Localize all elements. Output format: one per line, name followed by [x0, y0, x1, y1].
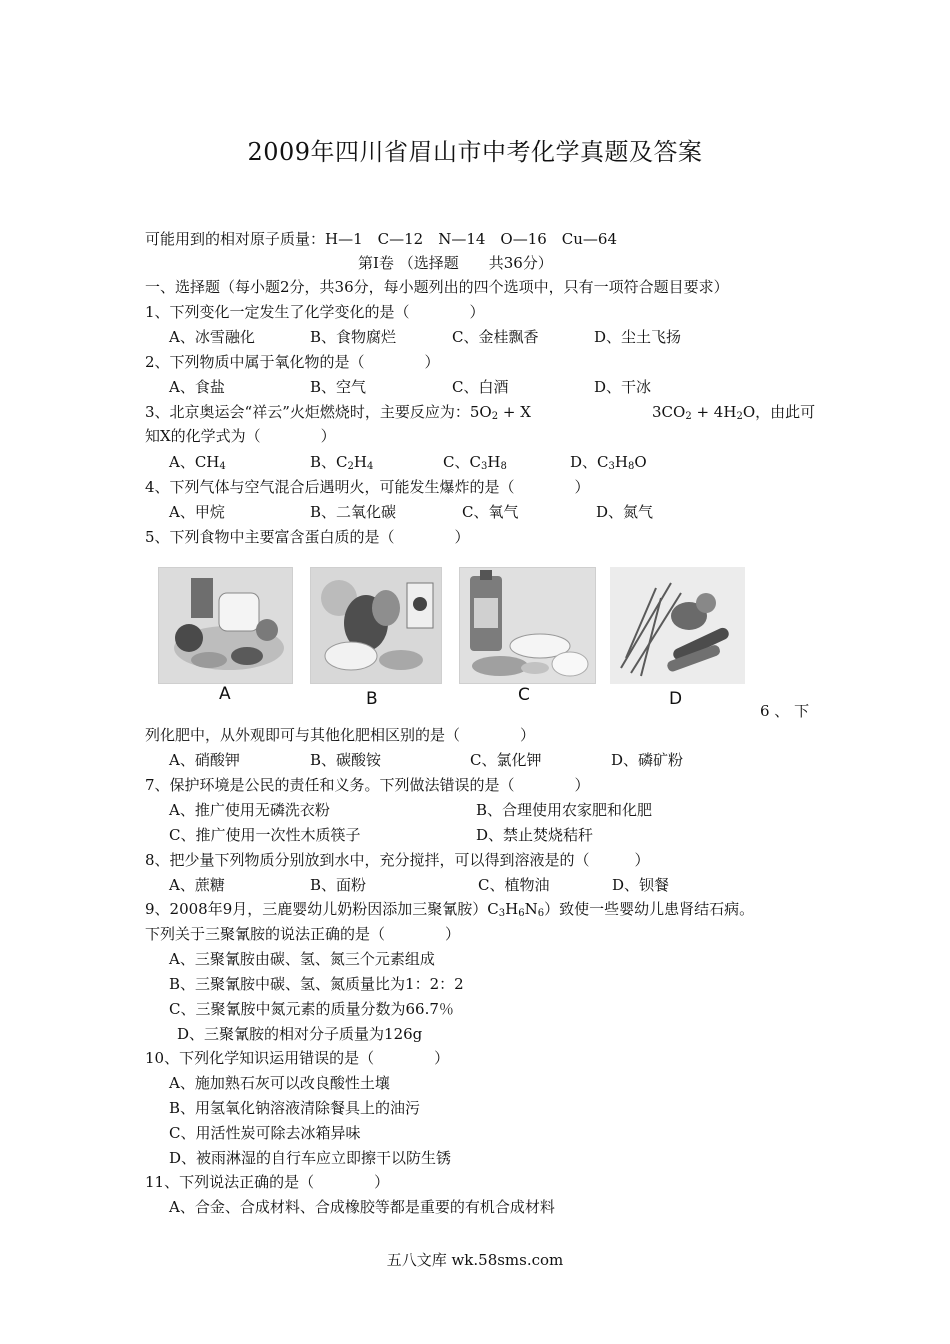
question-1-option-b: B、食物腐烂	[310, 328, 397, 346]
question-3-option-c: C、$C_3H_8$	[443, 453, 507, 472]
question-4-option-b: B、二氧化碳	[310, 503, 397, 521]
question-1-option-d: D、尘土飞扬	[594, 328, 682, 346]
question-2-option-c: C、白酒	[452, 378, 509, 396]
question-11-option-a: A、合金、合成材料、合成橡胶等都是重要的有机合成材料	[169, 1198, 555, 1216]
question-4-option-a: A、甲烷	[169, 503, 225, 521]
question-1-stem: 1、下列变化一定发生了化学变化的是（ ）	[145, 303, 485, 321]
food-image-a	[158, 567, 293, 684]
food-image-b	[310, 567, 442, 684]
food-label-b: B	[366, 689, 378, 709]
question-4-stem: 4、下列气体与空气混合后遇明火，可能发生爆炸的是（ ）	[145, 478, 590, 496]
section-title: 第Ⅰ卷 （选择题 共36分）	[358, 254, 553, 272]
food-image-c	[459, 567, 596, 684]
question-9-stem-line2: 下列关于三聚氰胺的说法正确的是（ ）	[145, 925, 461, 943]
question-6-stem: 列化肥中，从外观即可与其他化肥相区别的是（ ）	[145, 726, 536, 744]
question-6-option-b: B、碳酸铵	[310, 751, 382, 769]
question-4-option-d: D、氮气	[596, 503, 654, 521]
question-8-stem: 8、把少量下列物质分别放到水中，充分搅拌，可以得到溶液是的（ ）	[145, 851, 650, 869]
question-7-option-c: C、推广使用一次性木质筷子	[169, 826, 361, 844]
question-10-option-a: A、施加熟石灰可以改良酸性土壤	[169, 1074, 390, 1092]
question-8-option-b: B、面粉	[310, 876, 367, 894]
question-1-option-a: A、冰雪融化	[169, 328, 255, 346]
question-3-stem: 3、北京奥运会“祥云”火炬燃烧时，主要反应为：$5O_2 + X$	[145, 403, 531, 422]
question-1-option-c: C、金桂飘香	[452, 328, 539, 346]
section-intro: 一、选择题（每小题2分，共36分，每小题列出的四个选项中，只有一项符合题目要求）	[145, 278, 729, 296]
question-2-option-b: B、空气	[310, 378, 367, 396]
question-2-option-d: D、干冰	[594, 378, 652, 396]
question-3-option-d: D、$C_3H_8O$	[570, 453, 647, 472]
question-6-option-a: A、硝酸钾	[169, 751, 240, 769]
question-7-option-b: B、合理使用农家肥和化肥	[476, 801, 653, 819]
food-image-d	[610, 567, 745, 684]
food-label-c: C	[518, 685, 530, 705]
question-10-stem: 10、下列化学知识运用错误的是（ ）	[145, 1049, 450, 1067]
question-7-option-a: A、推广使用无磷洗衣粉	[169, 801, 330, 819]
question-9-stem: 9、2008年9月，三鹿婴幼儿奶粉因添加三聚氰胺）$C_3H_6N_6$）致使一些婴幼儿患肾结石病。	[145, 900, 755, 919]
question-9-option-b: B、三聚氰胺中碳、氢、氮质量比为1：2：2	[169, 975, 464, 993]
question-10-option-b: B、用氢氧化钠溶液清除餐具上的油污	[169, 1099, 421, 1117]
question-7-stem: 7、保护环境是公民的责任和义务。下列做法错误的是（ ）	[145, 776, 590, 794]
food-label-d: D	[669, 689, 683, 709]
question-8-option-c: C、植物油	[478, 876, 550, 894]
question-3-option-a: A、$CH_4$	[169, 453, 226, 472]
question-11-stem: 11、下列说法正确的是（ ）	[145, 1173, 390, 1191]
question-8-option-a: A、蔗糖	[169, 876, 225, 894]
question-9-option-c: C、三聚氰胺中氮元素的质量分数为66.7％	[169, 1000, 454, 1018]
question-8-option-d: D、钡餐	[612, 876, 670, 894]
question-3-stem-line2: 知X的化学式为（ ）	[145, 427, 336, 445]
question-6-stem-start: 6 、 下	[760, 702, 810, 720]
question-5-stem: 5、下列食物中主要富含蛋白质的是（ ）	[145, 528, 470, 546]
question-3-option-b: B、$C_2H_4$	[310, 453, 374, 472]
question-2-stem: 2、下列物质中属于氧化物的是（ ）	[145, 353, 440, 371]
question-9-option-d: D、三聚氰胺的相对分子质量为126g	[177, 1025, 423, 1043]
question-10-option-d: D、被雨淋湿的自行车应立即擦干以防生锈	[169, 1149, 452, 1167]
question-10-option-c: C、用活性炭可除去冰箱异味	[169, 1124, 361, 1142]
atomic-mass-line: 可能用到的相对原子质量：H—1 C—12 N—14 O—16 Cu—64	[145, 230, 618, 248]
question-9-option-a: A、三聚氰胺由碳、氢、氮三个元素组成	[169, 950, 435, 968]
question-6-option-c: C、氯化钾	[470, 751, 542, 769]
question-3-stem-right: $3CO_2 + 4H_2O$，由此可	[652, 403, 816, 422]
question-2-option-a: A、食盐	[169, 378, 225, 396]
question-4-option-c: C、氧气	[462, 503, 519, 521]
question-7-option-d: D、禁止焚烧秸秆	[476, 826, 594, 844]
question-6-option-d: D、磷矿粉	[611, 751, 684, 769]
food-label-a: A	[219, 684, 231, 704]
page-title: 2009年四川省眉山市中考化学真题及答案	[247, 138, 703, 166]
page-footer: 五八文库 wk.58sms.com	[386, 1251, 564, 1269]
